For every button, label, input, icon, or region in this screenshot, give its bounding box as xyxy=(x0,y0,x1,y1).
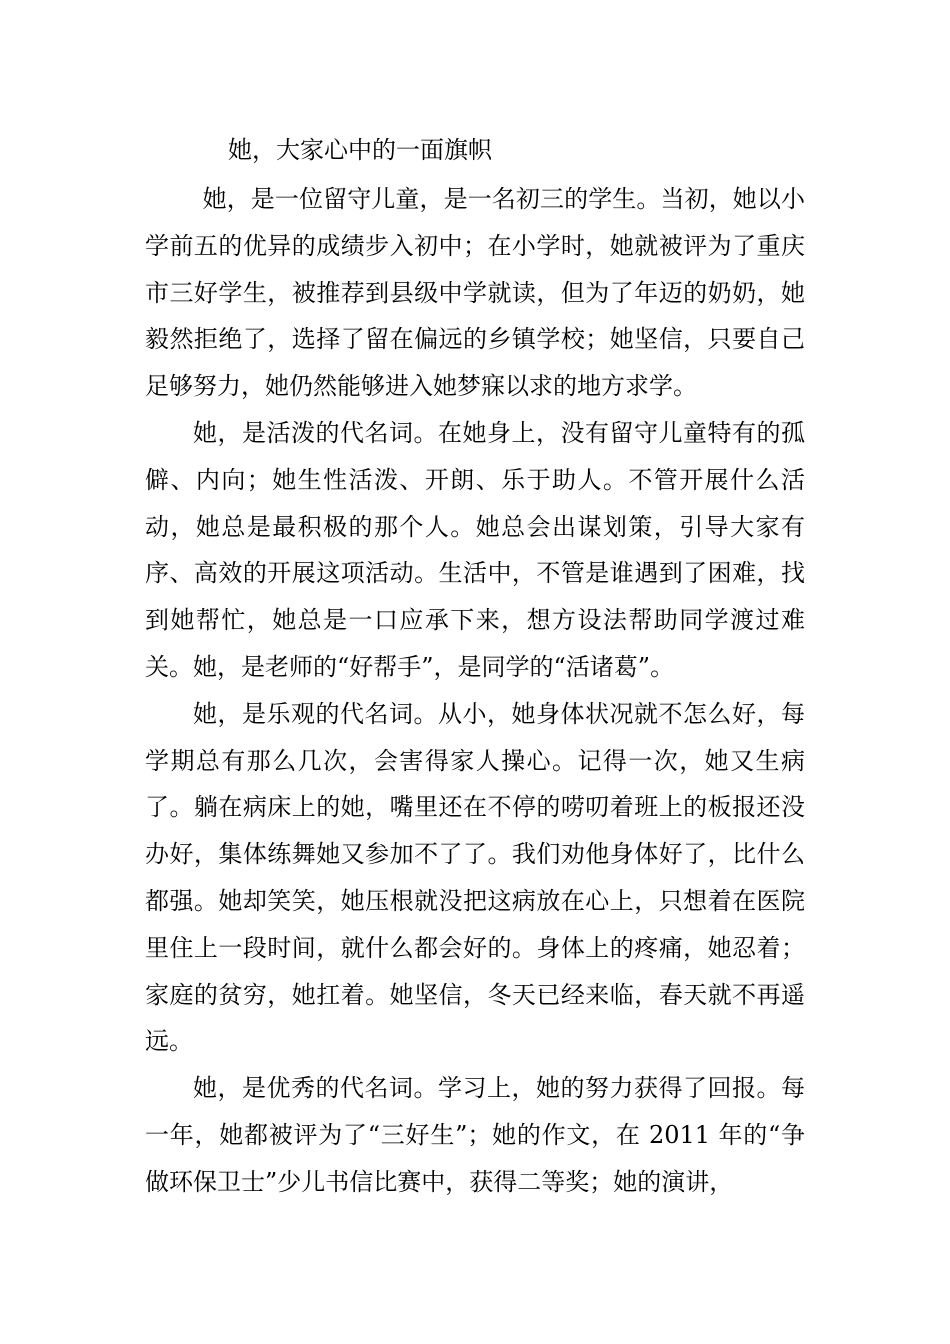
document-title: 她，大家心中的一面旗帜 xyxy=(228,136,492,164)
paragraph: 她，是乐观的代名词。从小，她身体状况就不怎么好，每学期总有那么几次，会害得家人操心。记得一次，她又生病了。躺在病床上的她，嘴里还在不停的唠叨着班上的板报还没办好，集体练舞她又参加不了了。我们劝他身体好了，比什么都强。她却笑笑，她压根就没把这病放在心上，只想着在医院里住上一段时间，就什么都会好的。身体上的疼痛，她忍着；家庭的贫穷，她扛着。她坚信，冬天已经来临，春天就不再遥远。 xyxy=(145,699,805,1056)
document-body xyxy=(145,176,805,1206)
paragraph: 她，是优秀的代名词。学习上，她的努力获得了回报。每一年，她都被评为了“三好生”；她的作文，在 2011 年的“争做环保卫士”少儿书信比赛中，获得二等奖；她的演讲， xyxy=(145,1074,805,1196)
paragraph: 她，是一位留守儿童，是一名初三的学生。当初，她以小学前五的优异的成绩步入初中；在小学时，她就被评为了重庆市三好学生，被推荐到县级中学就读，但为了年迈的奶奶，她毅然拒绝了，选择了留在偏远的乡镇学校；她坚信，只要自己足够努力，她仍然能够进入她梦寐以求的地方求学。 xyxy=(145,185,805,401)
paragraph: 她，是活泼的代名词。在她身上，没有留守儿童特有的孤僻、内向；她生性活泼、开朗、乐于助人。不管开展什么活动，她总是最积极的那个人。她总会出谋划策，引导大家有序、高效的开展这项活动。生活中，不管是谁遇到了困难，找到她帮忙，她总是一口应承下来，想方设法帮助同学渡过难关。她，是老师的“好帮手”，是同学的“活诸葛”。 xyxy=(145,418,805,681)
